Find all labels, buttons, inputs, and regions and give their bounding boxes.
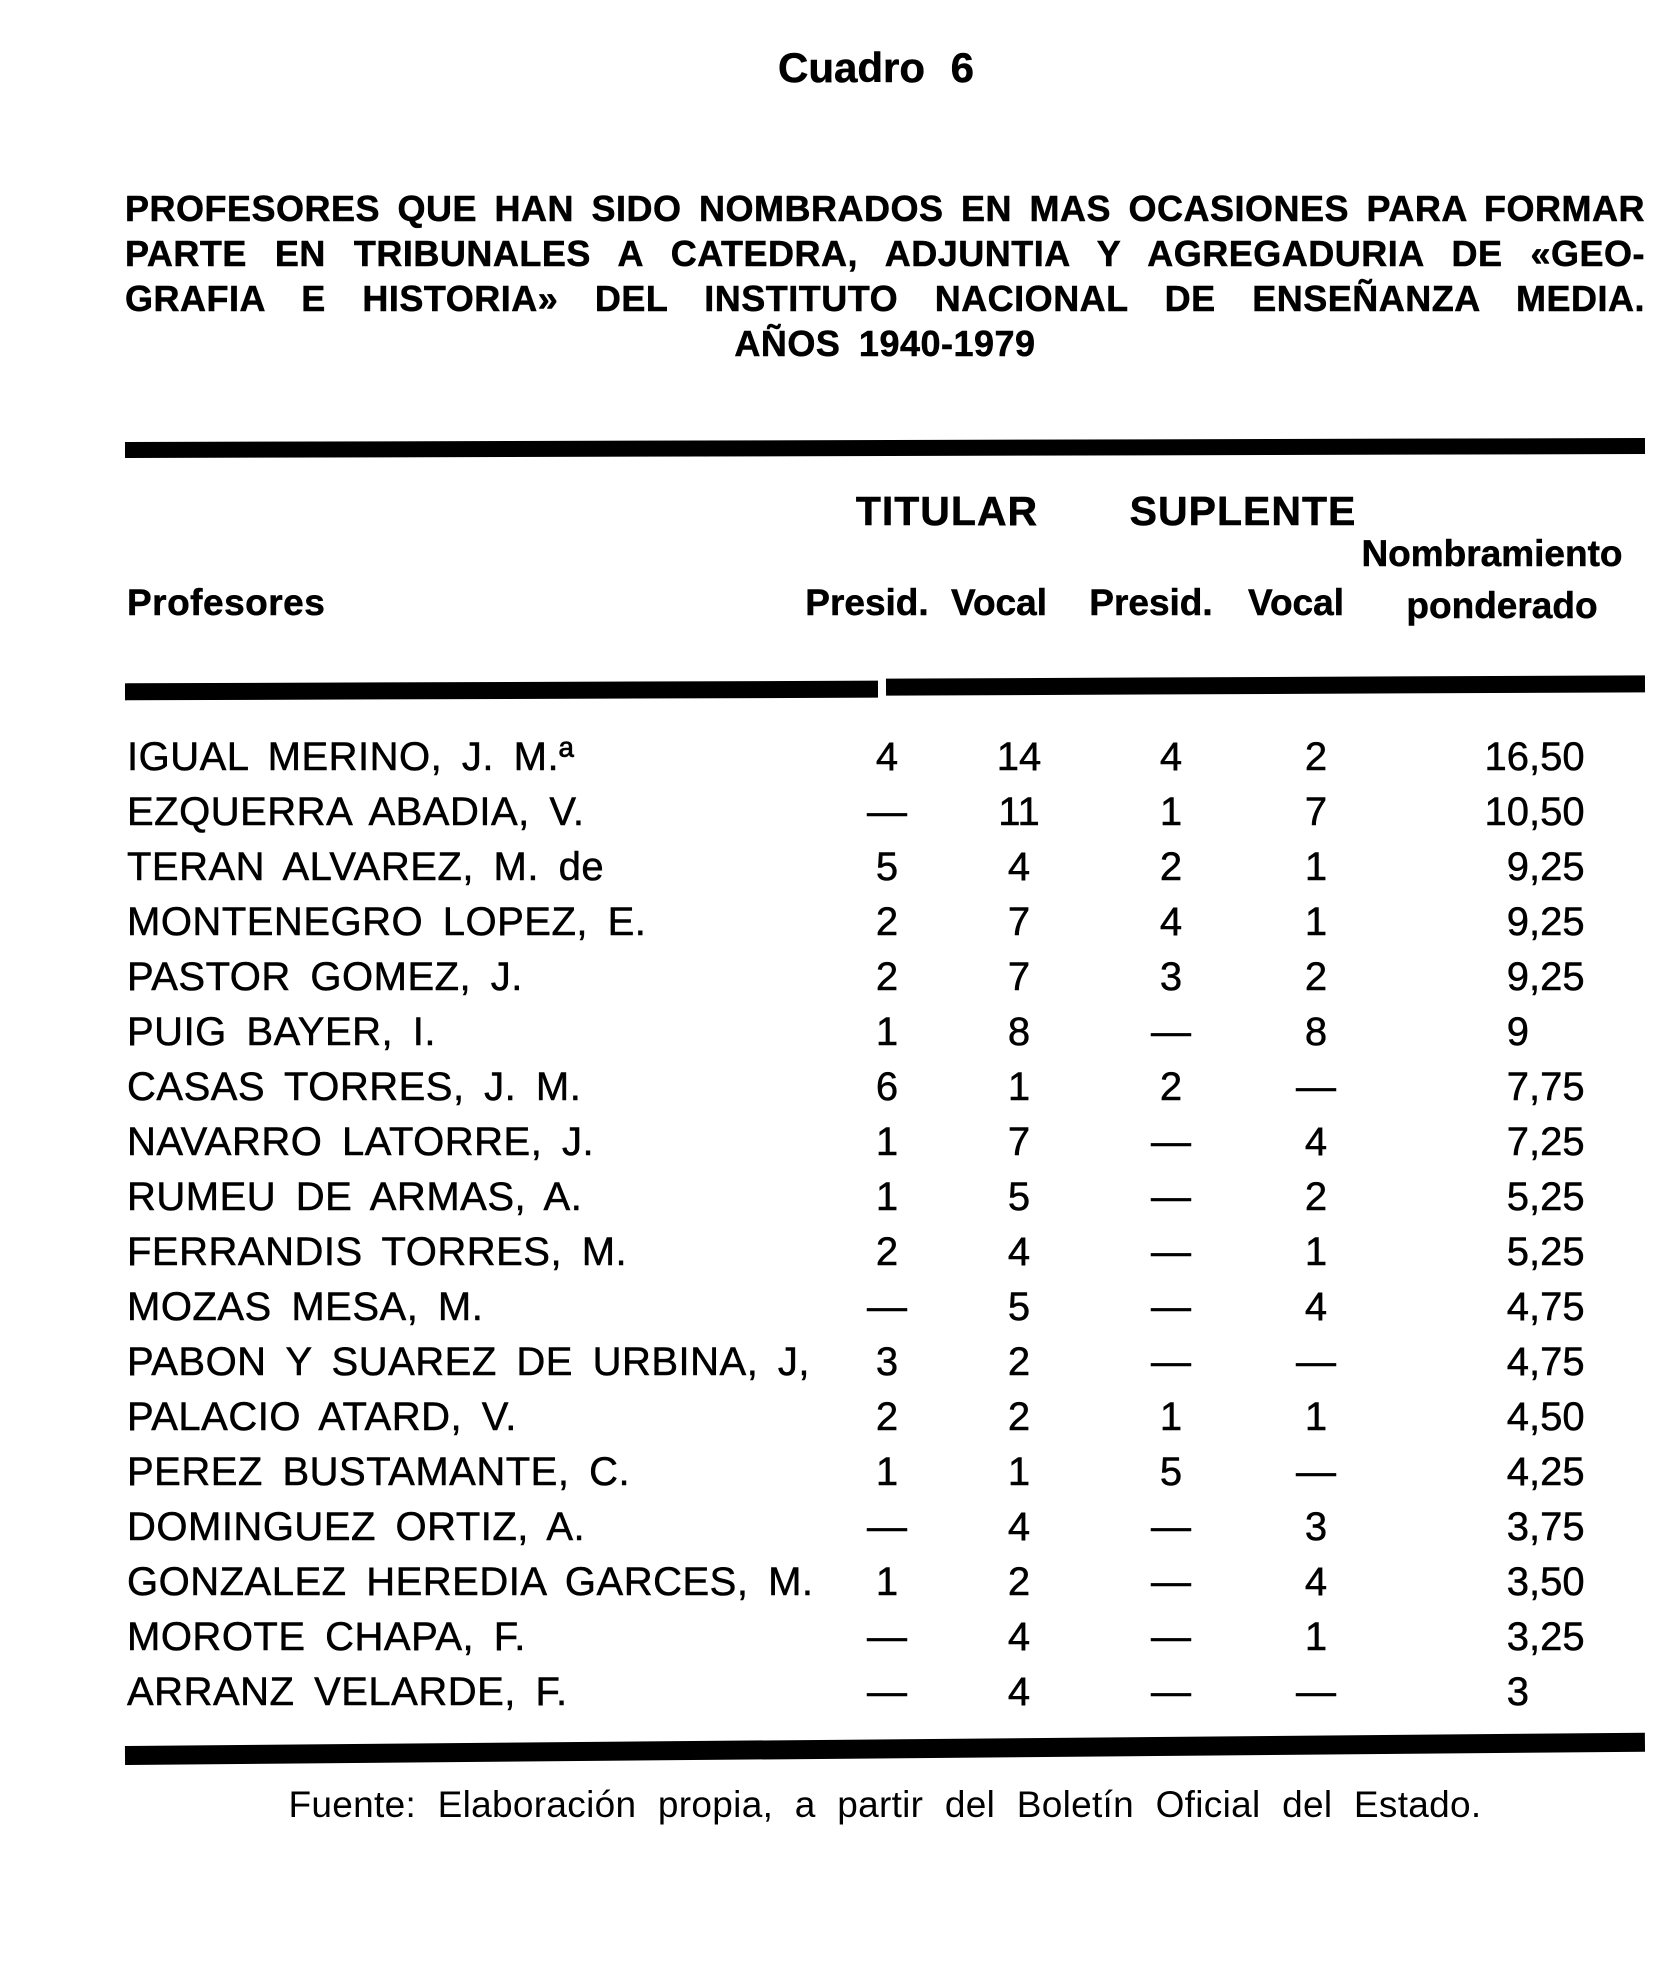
cell-titular-presid: 2: [875, 1230, 899, 1274]
cell-titular-presid: 5: [875, 845, 899, 889]
cell-suplente-presid: 5: [1159, 1450, 1183, 1494]
pond-dec: ,25: [1529, 845, 1585, 889]
cell-suplente-presid: —: [1151, 1505, 1191, 1549]
cell-titular-vocal: 4: [1007, 845, 1031, 889]
table-row: [125, 1390, 1645, 1445]
table-row: [125, 1280, 1645, 1335]
cell-ponderado: [1409, 950, 1585, 1005]
cell-profesor: FERRANDIS TORRES, M.: [127, 1230, 628, 1274]
cell-suplente-presid: —: [1151, 1670, 1191, 1714]
table-row: [125, 895, 1645, 950]
cell-suplente-vocal: 4: [1304, 1560, 1328, 1604]
cell-titular-vocal: 4: [1007, 1505, 1031, 1549]
table-row: [125, 1665, 1645, 1720]
table-row: [125, 1005, 1645, 1060]
cell-suplente-vocal: —: [1296, 1450, 1336, 1494]
cell-titular-presid: —: [867, 1615, 907, 1659]
pond-int: 4: [1506, 1395, 1529, 1439]
cell-suplente-vocal: 2: [1304, 955, 1328, 999]
table-row: [125, 1610, 1645, 1665]
cell-suplente-vocal: —: [1296, 1065, 1336, 1109]
cell-suplente-vocal: 4: [1304, 1285, 1328, 1329]
cell-ponderado: [1409, 1445, 1585, 1500]
cell-titular-vocal: 5: [1007, 1285, 1031, 1329]
cell-profesor: MOZAS MESA, M.: [127, 1285, 484, 1329]
cell-titular-presid: 1: [875, 1175, 899, 1219]
cell-suplente-vocal: 8: [1304, 1010, 1328, 1054]
pond-int: 4: [1506, 1340, 1529, 1384]
cell-suplente-vocal: 7: [1304, 790, 1328, 834]
cell-suplente-presid: 3: [1159, 955, 1183, 999]
cell-ponderado: [1409, 1005, 1529, 1060]
weighted-col-header-line2: ponderado: [1406, 585, 1598, 626]
cell-ponderado: [1409, 840, 1585, 895]
cell-titular-vocal: 11: [998, 790, 1040, 834]
cell-titular-vocal: 2: [1007, 1560, 1031, 1604]
pond-int: 10: [1484, 790, 1529, 834]
cell-titular-vocal: 14: [996, 735, 1042, 779]
cell-ponderado: [1409, 1390, 1585, 1445]
cell-titular-vocal: 4: [1007, 1670, 1031, 1714]
table-row: [125, 1335, 1645, 1390]
cell-profesor: PUIG BAYER, I.: [127, 1010, 436, 1054]
cell-suplente-vocal: 3: [1304, 1505, 1328, 1549]
cell-profesor: RUMEU DE ARMAS, A.: [127, 1175, 583, 1219]
profesores-col-header: Profesores: [127, 582, 326, 623]
table-row: [125, 950, 1645, 1005]
pond-dec: ,25: [1529, 1175, 1585, 1219]
cell-profesor: PALACIO ATARD, V.: [127, 1395, 517, 1439]
pond-dec: ,50: [1529, 1395, 1585, 1439]
pond-dec: ,25: [1529, 900, 1585, 944]
pond-int: 3: [1506, 1615, 1529, 1659]
table-rows: [125, 0, 1645, 1966]
cell-ponderado: [1409, 1060, 1585, 1115]
cell-suplente-presid: —: [1151, 1230, 1191, 1274]
pond-dec: ,50: [1529, 1560, 1585, 1604]
cell-suplente-presid: 2: [1159, 845, 1183, 889]
cell-titular-presid: —: [867, 790, 907, 834]
cell-suplente-presid: —: [1151, 1010, 1191, 1054]
cell-titular-presid: —: [867, 1505, 907, 1549]
cell-suplente-vocal: 1: [1304, 1395, 1328, 1439]
cell-suplente-vocal: —: [1296, 1670, 1336, 1714]
cell-titular-vocal: 8: [1007, 1010, 1031, 1054]
subheader-presid-suplente: Presid.: [1089, 582, 1213, 623]
table-row: [125, 1445, 1645, 1500]
cell-ponderado: [1409, 1335, 1585, 1390]
cell-suplente-presid: —: [1151, 1175, 1191, 1219]
title-line-2: PARTE EN TRIBUNALES A CATEDRA, ADJUNTIA Y AGREGADURIA DE «GEO-: [125, 233, 1645, 274]
pond-dec: ,75: [1529, 1285, 1585, 1329]
cell-ponderado: [1409, 1280, 1585, 1335]
cell-profesor: CASAS TORRES, J. M.: [127, 1065, 582, 1109]
table-row: [125, 1500, 1645, 1555]
cell-suplente-vocal: 1: [1304, 1615, 1328, 1659]
cell-suplente-presid: 2: [1159, 1065, 1183, 1109]
pond-int: 5: [1506, 1175, 1529, 1219]
pond-dec: ,75: [1529, 1065, 1585, 1109]
table-row: [125, 730, 1645, 785]
cell-profesor: MOROTE CHAPA, F.: [127, 1615, 526, 1659]
cell-profesor: IGUAL MERINO, J. M.ª: [127, 735, 575, 779]
pond-int: 9: [1506, 955, 1529, 999]
cell-titular-presid: —: [867, 1285, 907, 1329]
cell-titular-presid: 1: [875, 1450, 899, 1494]
cell-profesor: GONZALEZ HEREDIA GARCES, M.: [127, 1560, 814, 1604]
table-row: [125, 1170, 1645, 1225]
cell-titular-presid: 1: [875, 1010, 899, 1054]
cell-titular-vocal: 5: [1007, 1175, 1031, 1219]
pond-dec: ,25: [1529, 955, 1585, 999]
cell-suplente-presid: —: [1151, 1120, 1191, 1164]
cell-titular-vocal: 4: [1007, 1615, 1031, 1659]
pond-int: 9: [1506, 845, 1529, 889]
cell-ponderado: [1409, 895, 1585, 950]
cell-suplente-vocal: —: [1296, 1340, 1336, 1384]
cell-profesor: PABON Y SUAREZ DE URBINA, J,: [127, 1340, 811, 1384]
cell-profesor: DOMINGUEZ ORTIZ, A.: [127, 1505, 586, 1549]
cell-suplente-vocal: 2: [1304, 735, 1328, 779]
cell-suplente-presid: 1: [1159, 790, 1183, 834]
cell-profesor: EZQUERRA ABADIA, V.: [127, 790, 585, 834]
cell-ponderado: [1409, 1225, 1585, 1280]
pond-int: 3: [1506, 1670, 1529, 1714]
pond-int: 9: [1506, 900, 1529, 944]
cell-suplente-vocal: 4: [1304, 1120, 1328, 1164]
cell-titular-presid: 4: [875, 735, 899, 779]
table-content-area: [125, 0, 1645, 1966]
source-note: Fuente: Elaboración propia, a partir del Boletín Oficial del Estado.: [288, 1784, 1482, 1825]
cell-suplente-vocal: 1: [1304, 900, 1328, 944]
cell-ponderado: [1409, 1610, 1585, 1665]
pond-dec: ,75: [1529, 1505, 1585, 1549]
cell-titular-vocal: 1: [1007, 1065, 1031, 1109]
subheader-presid-titular: Presid.: [805, 582, 929, 623]
cell-titular-presid: 2: [875, 1395, 899, 1439]
cell-titular-vocal: 4: [1007, 1230, 1031, 1274]
pond-int: 16: [1484, 735, 1529, 779]
cell-suplente-vocal: 2: [1304, 1175, 1328, 1219]
table-row: [125, 1555, 1645, 1610]
title-line-3: GRAFIA E HISTORIA» DEL INSTITUTO NACIONAL DE ENSEÑANZA MEDIA.: [125, 278, 1645, 319]
pond-int: 7: [1506, 1120, 1529, 1164]
pond-dec: ,50: [1529, 735, 1585, 779]
cell-titular-presid: 1: [875, 1560, 899, 1604]
cell-titular-vocal: 1: [1007, 1450, 1031, 1494]
pond-int: 3: [1506, 1560, 1529, 1604]
column-group-header-suplente: SUPLENTE: [1129, 488, 1357, 534]
cell-suplente-vocal: 1: [1304, 1230, 1328, 1274]
table-row: [125, 1060, 1645, 1115]
cell-profesor: TERAN ALVAREZ, M. de: [127, 845, 605, 889]
cell-titular-vocal: 7: [1007, 955, 1031, 999]
pond-dec: ,25: [1529, 1450, 1585, 1494]
pond-int: 5: [1506, 1230, 1529, 1274]
column-group-header-titular: TITULAR: [855, 488, 1039, 534]
title-line-4: AÑOS 1940-1979: [734, 323, 1036, 364]
pond-dec: ,75: [1529, 1340, 1585, 1384]
table-row: [125, 1115, 1645, 1170]
cell-titular-vocal: 2: [1007, 1340, 1031, 1384]
cell-titular-vocal: 2: [1007, 1395, 1031, 1439]
cell-suplente-presid: —: [1151, 1340, 1191, 1384]
pond-dec: ,25: [1529, 1615, 1585, 1659]
cell-profesor: NAVARRO LATORRE, J.: [127, 1120, 595, 1164]
pond-dec: ,50: [1529, 790, 1585, 834]
pond-int: 7: [1506, 1065, 1529, 1109]
cell-suplente-presid: —: [1151, 1285, 1191, 1329]
cell-suplente-presid: —: [1151, 1615, 1191, 1659]
cell-ponderado: [1409, 1665, 1529, 1720]
table-row: [125, 840, 1645, 895]
cell-ponderado: [1409, 730, 1585, 785]
cell-ponderado: [1409, 1500, 1585, 1555]
cell-profesor: PASTOR GOMEZ, J.: [127, 955, 523, 999]
pond-int: 4: [1506, 1285, 1529, 1329]
cell-profesor: MONTENEGRO LOPEZ, E.: [127, 900, 647, 944]
cell-suplente-presid: 4: [1159, 735, 1183, 779]
cell-ponderado: [1409, 785, 1585, 840]
cell-titular-presid: 2: [875, 900, 899, 944]
cell-titular-presid: 6: [875, 1065, 899, 1109]
pond-int: 9: [1506, 1010, 1529, 1054]
subheader-vocal-titular: Vocal: [951, 582, 1047, 623]
cell-titular-vocal: 7: [1007, 1120, 1031, 1164]
cell-ponderado: [1409, 1170, 1585, 1225]
subheader-vocal-suplente: Vocal: [1248, 582, 1344, 623]
cell-titular-presid: 2: [875, 955, 899, 999]
weighted-col-header-line1: Nombramiento: [1361, 533, 1623, 574]
cell-titular-presid: 1: [875, 1120, 899, 1164]
table-row: [125, 1225, 1645, 1280]
pond-int: 4: [1506, 1450, 1529, 1494]
cell-profesor: PEREZ BUSTAMANTE, C.: [127, 1450, 631, 1494]
pond-int: 3: [1506, 1505, 1529, 1549]
table-row: [125, 785, 1645, 840]
cell-suplente-presid: 1: [1159, 1395, 1183, 1439]
table-caption: Cuadro 6: [777, 44, 975, 91]
cell-ponderado: [1409, 1555, 1585, 1610]
cell-profesor: ARRANZ VELARDE, F.: [127, 1670, 568, 1714]
cell-titular-vocal: 7: [1007, 900, 1031, 944]
pond-dec: ,25: [1529, 1120, 1585, 1164]
cell-titular-presid: 3: [875, 1340, 899, 1384]
cell-suplente-vocal: 1: [1304, 845, 1328, 889]
title-line-1: PROFESORES QUE HAN SIDO NOMBRADOS EN MAS OCASIONES PARA FORMAR: [125, 188, 1645, 229]
cell-suplente-presid: —: [1151, 1560, 1191, 1604]
cell-titular-presid: —: [867, 1670, 907, 1714]
cell-ponderado: [1409, 1115, 1585, 1170]
pond-dec: ,25: [1529, 1230, 1585, 1274]
cell-suplente-presid: 4: [1159, 900, 1183, 944]
